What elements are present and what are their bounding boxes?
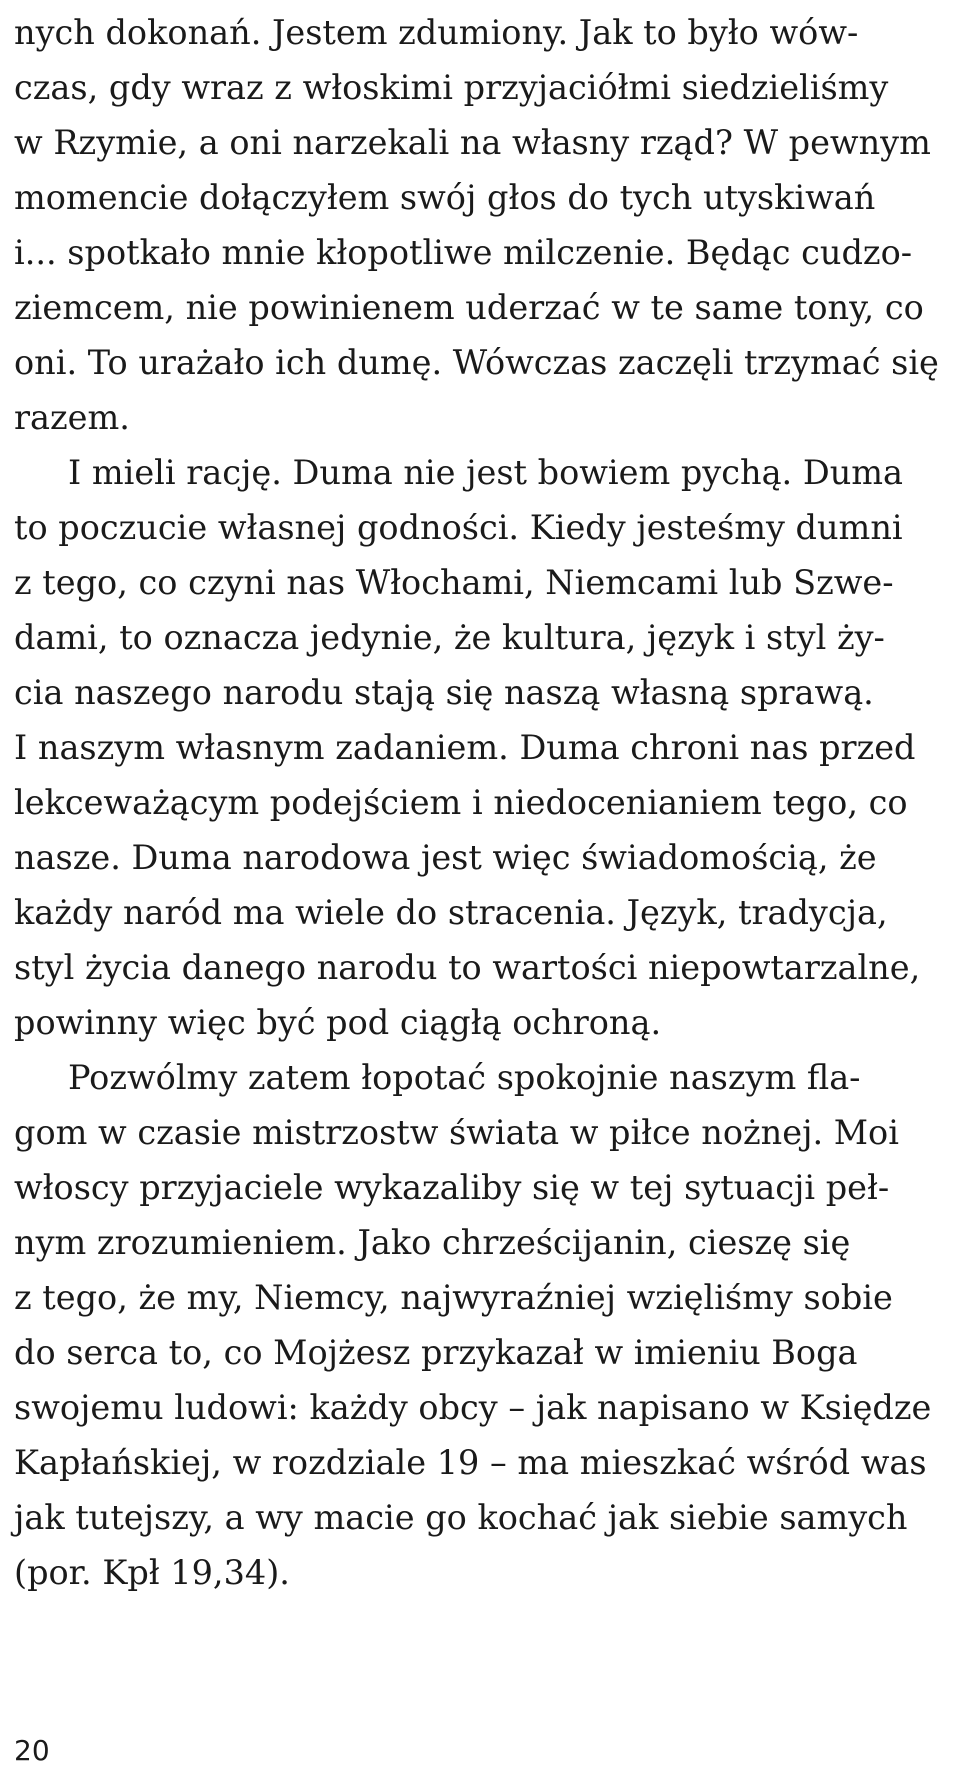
text-line: nym zrozumieniem. Jako chrześcijanin, cieszę się <box>14 1223 851 1262</box>
text-line: swojemu ludowi: każdy obcy – jak napisano w Księdze <box>14 1388 932 1427</box>
text-line: włoscy przyjaciele wykazaliby się w tej sytuacji peł- <box>14 1168 890 1207</box>
text-line: styl życia danego narodu to wartości niepowtarzalne, <box>14 948 921 987</box>
paragraph-first-line: I mieli rację. Duma nie jest bowiem pychą. Duma <box>68 453 904 492</box>
text-line: lekceważącym podejściem i niedocenianiem tego, co <box>14 783 908 822</box>
text-line: razem. <box>14 398 130 437</box>
text-line: z tego, że my, Niemcy, najwyraźniej wzięliśmy sobie <box>14 1278 893 1317</box>
text-line: i... spotkało mnie kłopotliwe milczenie. Będąc cudzo- <box>14 233 913 272</box>
text-line: Kapłańskiej, w rozdziale 19 – ma mieszkać wśród was <box>14 1443 927 1482</box>
paragraph-first-line: Pozwólmy zatem łopotać spokojnie naszym fla- <box>68 1058 861 1097</box>
text-line: do serca to, co Mojżesz przykazał w imieniu Boga <box>14 1333 858 1372</box>
page-number: 20 <box>14 1734 50 1767</box>
text-line: oni. To urażało ich dumę. Wówczas zaczęli trzymać się <box>14 343 939 382</box>
text-line: dami, to oznacza jedynie, że kultura, język i styl ży- <box>14 618 885 657</box>
text-line: każdy naród ma wiele do stracenia. Język, tradycja, <box>14 893 888 932</box>
text-line: nasze. Duma narodowa jest więc świadomością, że <box>14 838 877 877</box>
text-line: czas, gdy wraz z włoskimi przyjaciółmi siedzieliśmy <box>14 68 889 107</box>
text-line: ziemcem, nie powinienem uderzać w te same tony, co <box>14 288 924 327</box>
text-line: gom w czasie mistrzostw świata w piłce nożnej. Moi <box>14 1113 899 1152</box>
text-line: z tego, co czyni nas Włochami, Niemcami lub Szwe- <box>14 563 894 602</box>
text-line: w Rzymie, a oni narzekali na własny rząd? W pewnym <box>14 123 931 162</box>
text-line: I naszym własnym zadaniem. Duma chroni nas przed <box>14 728 916 767</box>
text-line: to poczucie własnej godności. Kiedy jesteśmy dumni <box>14 508 903 547</box>
text-line: (por. Kpł 19,34). <box>14 1553 290 1592</box>
text-line: powinny więc być pod ciągłą ochroną. <box>14 1003 662 1042</box>
book-page <box>14 0 954 1773</box>
text-line: jak tutejszy, a wy macie go kochać jak siebie samych <box>14 1498 908 1537</box>
text-line: momencie dołączyłem swój głos do tych utyskiwań <box>14 178 876 217</box>
text-line: cia naszego narodu stają się naszą własną sprawą. <box>14 673 874 712</box>
text-line: nych dokonań. Jestem zdumiony. Jak to było wów- <box>14 13 859 52</box>
